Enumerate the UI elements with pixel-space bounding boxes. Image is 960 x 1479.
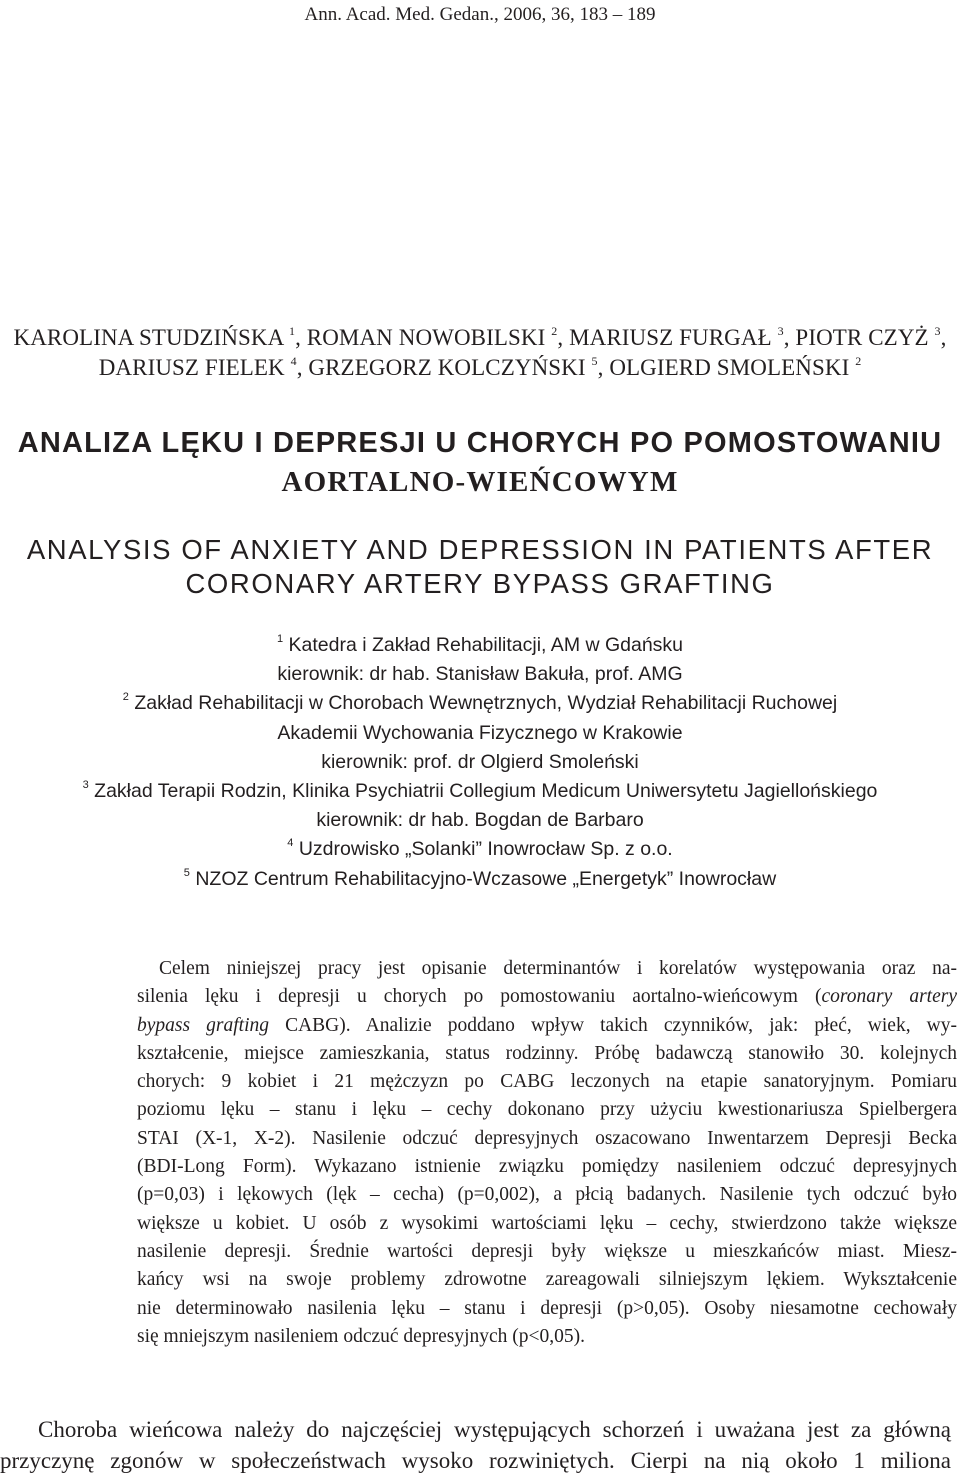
body-line: Choroba wieńcowa należy do najczęściej występujących schorzeń i uważana jest za główną <box>38 1417 951 1442</box>
author-line-2 <box>0 353 960 383</box>
affiliation-marker: 5 <box>591 354 598 368</box>
abstract-line: kańcy wsi na swoje problemy zdrowotne zareagowali silniejszym lękiem. Wykształcenie <box>137 1269 957 1291</box>
author-list <box>0 323 960 383</box>
author-name: DARIUSZ FIELEK <box>98 355 285 380</box>
abstract-line: (BDI-Long Form). Wykazano istnienie związku pomiędzy nasileniem odczuć depresyjnych <box>137 1156 957 1178</box>
abstract-line: większe u kobiet. U osób z wysokimi wartościami lęku – cechy, stwierdzono także większe <box>137 1212 957 1234</box>
title-polish-line-1: ANALIZA LĘKU I DEPRESJI U CHORYCH PO POMOSTOWANIU <box>17 427 943 459</box>
author-name: GRZEGORZ KOLCZYŃSKI <box>308 355 586 380</box>
affiliation-text: Zakład Terapii Rodzin, Klinika Psychiatrii Collegium Medicum Uniwersytetu Jagiellońskiego <box>94 780 878 803</box>
affiliation-line <box>0 689 960 718</box>
affiliation-line <box>0 835 960 864</box>
separator: , <box>296 355 309 380</box>
affiliation-line <box>0 631 960 660</box>
author-name: KAROLINA STUDZIŃSKA <box>13 325 284 350</box>
affiliation-text: kierownik: dr hab. Bogdan de Barbaro <box>316 809 644 832</box>
title-polish-line-2: AORTALNO-WIEŃCOWYM <box>281 466 679 498</box>
author-name: ROMAN NOWOBILSKI <box>306 325 546 350</box>
affiliation-number: 5 <box>183 866 190 879</box>
affiliation-marker: 3 <box>777 324 784 338</box>
body-line: przyczynę zgonów w społeczeństwach wysoko rozwiniętych. Cierpi na nią około 1 miliona <box>0 1448 951 1473</box>
title-english <box>0 533 960 601</box>
affiliation-line <box>0 660 960 689</box>
affiliation-marker: 2 <box>551 324 558 338</box>
abstract-line: nasilenie depresji. Średnie wartości depresji były większe u mieszkańców miast. Miesz- <box>137 1240 957 1262</box>
abstract-text: CABG). Analizie poddano wpływ takich czynników, jak: płeć, wiek, wy- <box>269 1014 957 1036</box>
affiliation-marker: 1 <box>288 324 296 338</box>
author-line-1 <box>13 325 946 350</box>
affiliation-line <box>0 719 960 748</box>
affiliation-marker: 4 <box>290 354 297 368</box>
author-name: OLGIERD SMOLEŃSKI <box>609 355 850 380</box>
affiliation-line <box>0 865 960 894</box>
abstract-line: (p=0,03) i lękowych (lęk – cecha) (p=0,002), a płcią badanych. Nasilenie tych odczuć było <box>137 1184 957 1206</box>
body-text <box>0 1414 951 1476</box>
author-name: MARIUSZ FURGAŁ <box>569 325 772 350</box>
affiliation-line <box>0 748 960 777</box>
abstract-line <box>137 1012 957 1040</box>
title-english-line-1: ANALYSIS OF ANXIETY AND DEPRESSION IN PATIENTS AFTER <box>26 534 934 565</box>
running-head: Ann. Acad. Med. Gedan., 2006, 36, 183 – 189 <box>304 4 656 25</box>
affiliation-text: NZOZ Centrum Rehabilitacyjno-Wczasowe „Energetyk” Inowrocław <box>195 867 777 890</box>
affiliation-text: Zakład Rehabilitacji w Chorobach Wewnętrznych, Wydział Rehabilitacji Ruchowej <box>134 692 838 715</box>
author-name: PIOTR CZYŻ <box>795 325 929 350</box>
abstract-italic: bypass grafting <box>137 1014 269 1036</box>
abstract-italic: coronary artery <box>821 986 957 1008</box>
abstract-line: Celem niniejszej pracy jest opisanie determinantów i korelatów występowania oraz na- <box>159 958 957 979</box>
affiliation-number: 2 <box>122 691 129 704</box>
abstract-line: STAI (X-1, X-2). Nasilenie odczuć depresyjnych oszacowano Inwentarzem Depresji Becka <box>137 1127 957 1149</box>
affiliations <box>0 631 960 894</box>
separator: , <box>295 325 307 350</box>
affiliation-number: 1 <box>276 633 284 645</box>
affiliation-marker: 2 <box>855 354 862 368</box>
title-polish <box>0 424 960 502</box>
separator: , <box>597 355 610 380</box>
affiliation-number: 3 <box>82 779 89 792</box>
title-english-line-2: CORONARY ARTERY BYPASS GRAFTING <box>185 568 775 599</box>
abstract-line: chorych: 9 kobiet i 21 mężczyzn po CABG leczonych na etapie sanatoryjnym. Pomiaru <box>137 1071 957 1093</box>
abstract <box>137 955 957 1351</box>
affiliation-line <box>0 777 960 806</box>
affiliation-text: kierownik: dr hab. Stanisław Bakuła, prof. AMG <box>277 663 683 686</box>
affiliation-number: 4 <box>287 837 294 850</box>
abstract-line: się mniejszym nasileniem odczuć depresyjnych (p<0,05). <box>137 1325 585 1347</box>
abstract-line: poziomu lęku – stanu i lęku – cechy dokonano przy użyciu kwestionariusza Spielbergera <box>137 1099 957 1121</box>
affiliation-text: Katedra i Zakład Rehabilitacji, AM w Gdańsku <box>288 634 684 656</box>
abstract-line: nie determinowało nasilenia lęku – stanu i depresji (p>0,05). Osoby niesamotne cechowały <box>137 1297 957 1319</box>
separator: , <box>940 325 947 350</box>
affiliation-marker: 3 <box>934 324 941 338</box>
affiliation-line <box>0 806 960 835</box>
affiliation-text: Uzdrowisko „Solanki” Inowrocław Sp. z o.o. <box>298 838 673 861</box>
affiliation-text: Akademii Wychowania Fizycznego w Krakowie <box>277 721 683 744</box>
abstract-line: kształcenie, miejsce zamieszkania, status rodzinny. Próbę badawczą stanowiło 30. kolejnych <box>137 1042 957 1064</box>
affiliation-text: kierownik: prof. dr Olgierd Smoleński <box>321 750 639 773</box>
abstract-line <box>137 983 957 1011</box>
separator: , <box>557 325 570 350</box>
abstract-text: silenia lęku i depresji u chorych po pomostowaniu aortalno-wieńcowym ( <box>137 986 822 1008</box>
separator: , <box>783 325 796 350</box>
